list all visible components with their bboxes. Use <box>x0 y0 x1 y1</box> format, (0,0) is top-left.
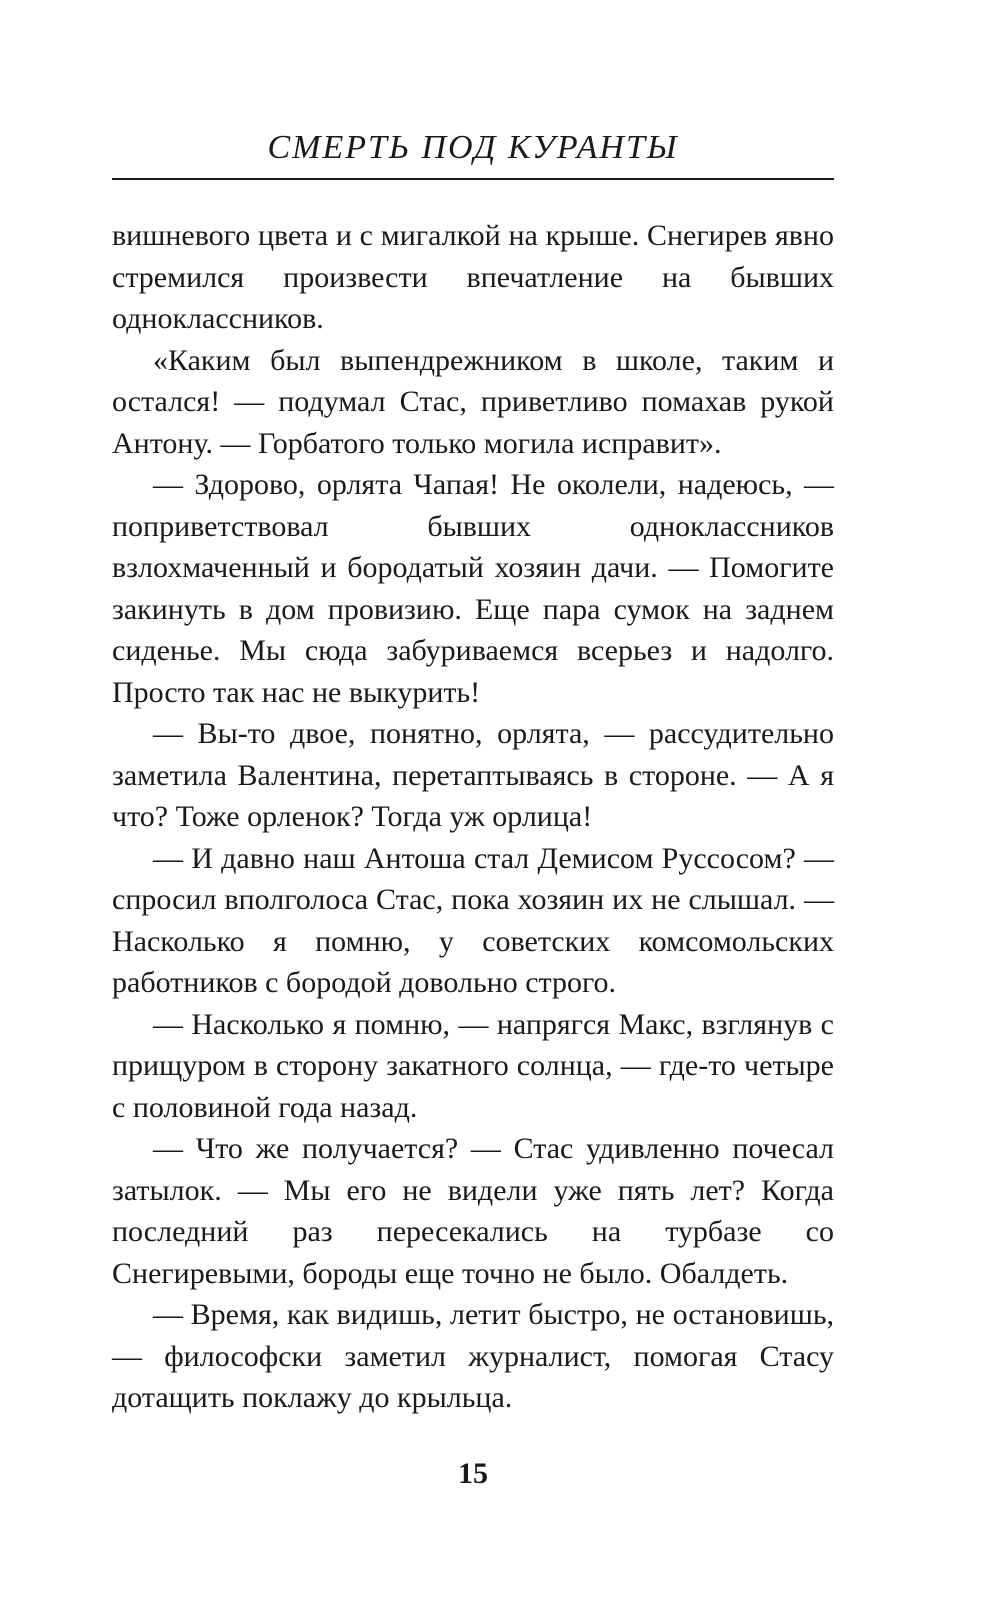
page-number: 15 <box>458 1457 488 1490</box>
body-text <box>112 215 834 1419</box>
header-rule <box>112 178 834 180</box>
paragraph: — Вы-то двое, понятно, орлята, — рассудительно заметила Валентина, перетаптываясь в стороне. — А я что? Тоже орленок? Тогда уж орлица! <box>112 717 834 833</box>
paragraph: «Каким был выпендрежником в школе, таким и остался! — подумал Стас, приветливо помахав рукой Антону. — Горбатого только могила исправит». <box>112 343 834 460</box>
paragraph: — Здорово, орлята Чапая! Не околели, надеюсь, — поприветствовал бывших одноклассников взлохмаченный и бородатый хозяин дачи. — Помогите закинуть в дом провизию. Еще пара сумок на заднем сиденье. Мы сюда забуриваемся всерьез и надолго. Просто так нас не выкурить! <box>112 468 834 709</box>
paragraph: — Что же получается? — Стас удивленно почесал затылок. — Мы его не видели уже пять лет? Когда последний раз пересекались на турбазе со Снегиревыми, бороды еще точно не было. Обалдеть. <box>112 1132 834 1290</box>
paragraph: — Насколько я помню, — напрягся Макс, взглянув с прищуром в сторону закатного солнца, — где-то четыре с половиной года назад. <box>112 1007 834 1124</box>
paragraph: вишневого цвета и с мигалкой на крыше. Снегирев явно стремился произвести впечатление на бывших одноклассников. <box>112 219 834 335</box>
paragraph: — Время, как видишь, летит быстро, не остановишь, — философски заметил журналист, помогая Стасу дотащить поклажу до крыльца. <box>112 1298 834 1414</box>
paragraph: — И давно наш Антоша стал Демисом Руссосом? — спросил вполголоса Стас, пока хозяин их не слышал. — Насколько я помню, у советских комсомольских работников с бородой довольно строго. <box>112 841 834 999</box>
running-title: СМЕРТЬ ПОД КУРАНТЫ <box>267 129 679 166</box>
